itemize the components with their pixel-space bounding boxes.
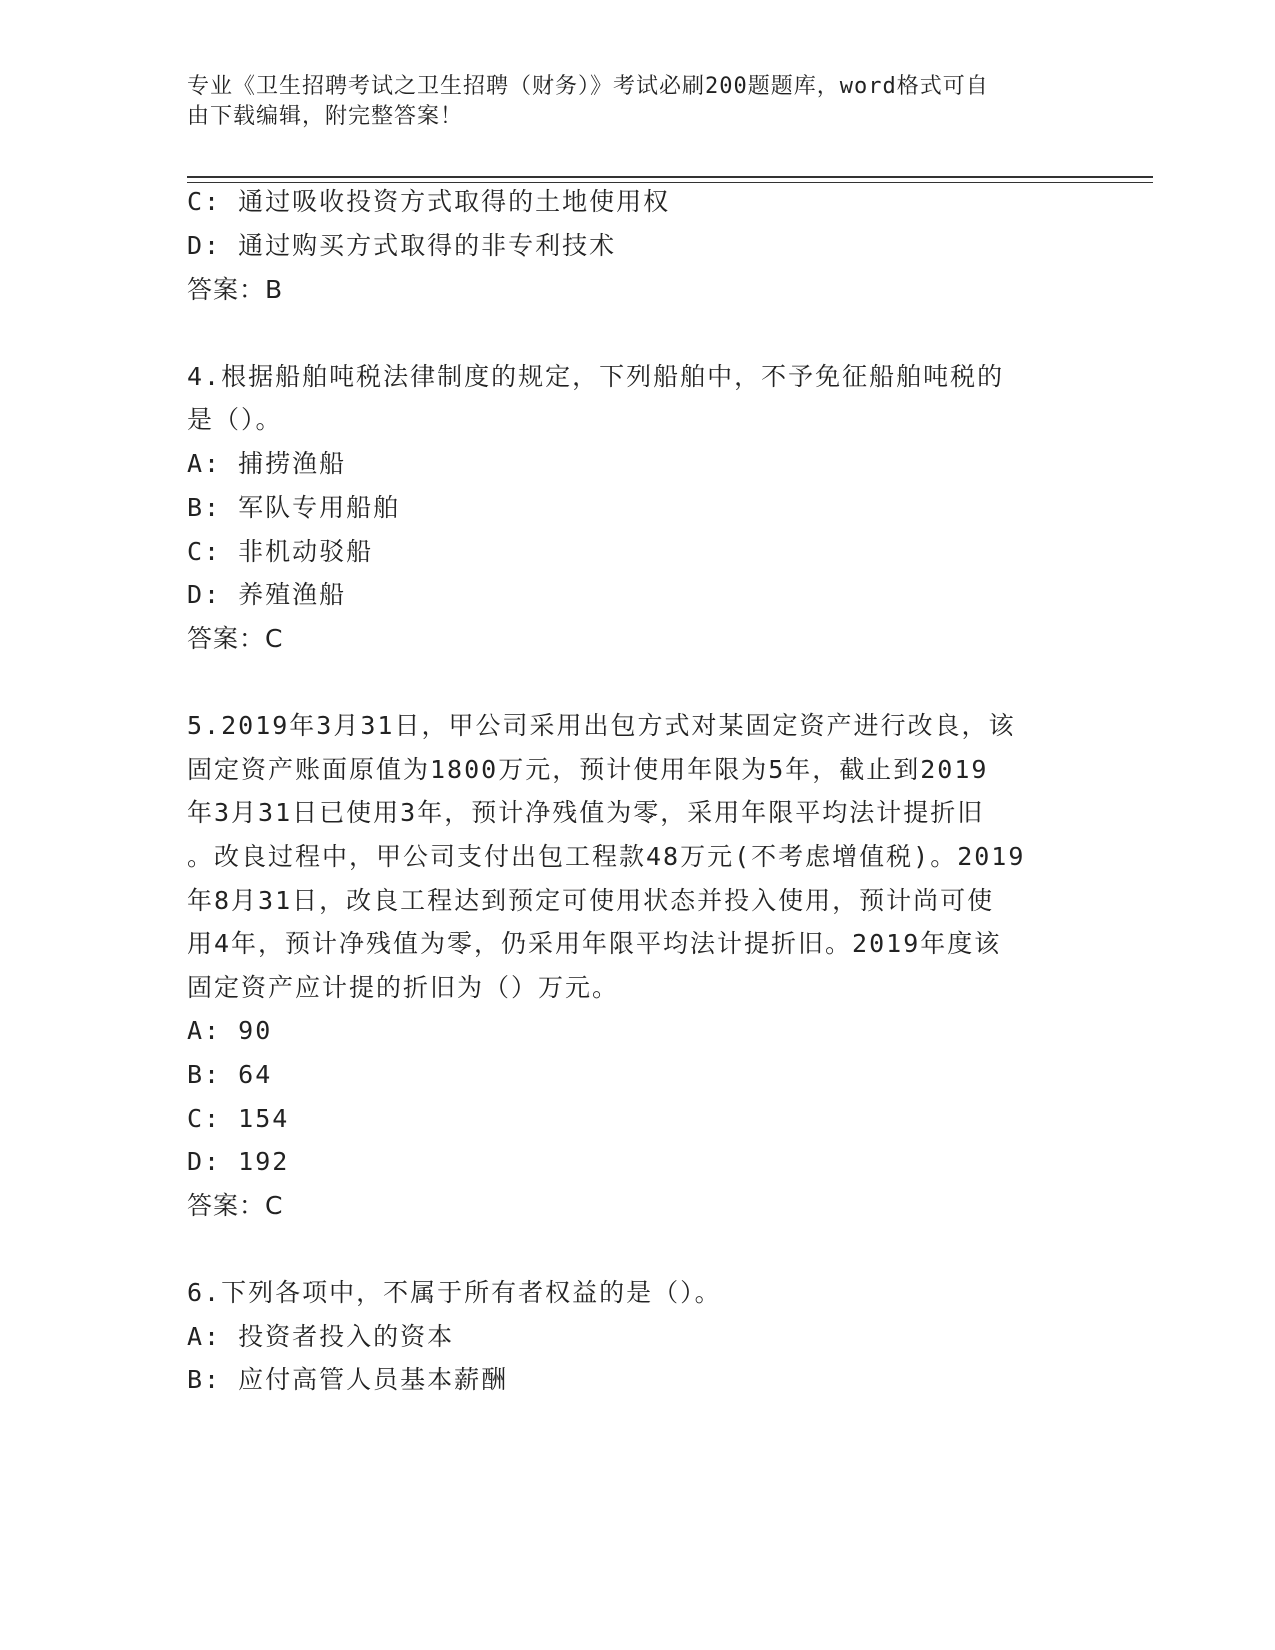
q5-option-d: D: 192: [187, 1147, 290, 1176]
q5-option-c: C: 154: [187, 1104, 290, 1133]
q4-option-a: A: 捕捞渔船: [187, 449, 347, 478]
q4-option-c: C: 非机动驳船: [187, 537, 374, 566]
q6-option-a: A: 投资者投入的资本: [187, 1322, 455, 1351]
q5-option-a: A: 90: [187, 1016, 273, 1045]
q4-answer: 答案：C: [187, 624, 284, 653]
q5-stem-line-5: 年8月31日，改良工程达到预定可使用状态并投入使用，预计尚可使: [187, 886, 995, 915]
q6-option-b: B: 应付高管人员基本薪酬: [187, 1365, 509, 1394]
q5-stem-line-3: 年3月31日已使用3年，预计净残值为零，采用年限平均法计提折旧: [187, 798, 985, 827]
header-line-1: 专业《卫生招聘考试之卫生招聘（财务）》考试必刷200题题库，word格式可自: [187, 74, 989, 99]
header-divider-thin: [187, 182, 1153, 183]
q5-option-b: B: 64: [187, 1060, 273, 1089]
q4-option-d: D: 养殖渔船: [187, 580, 347, 609]
header-line-2: 由下载编辑，附完整答案！: [187, 104, 464, 129]
q5-stem-line-1: 5.2019年3月31日，甲公司采用出包方式对某固定资产进行改良，该: [187, 711, 1016, 740]
header-divider-thick: [187, 176, 1153, 178]
q3-option-d: D: 通过购买方式取得的非专利技术: [187, 231, 617, 260]
q3-option-c: C: 通过吸收投资方式取得的土地使用权: [187, 187, 671, 216]
q5-stem-line-4: 。改良过程中，甲公司支付出包工程款48万元(不考虑增值税)。2019: [187, 842, 1026, 871]
q3-answer: 答案：B: [187, 275, 284, 304]
document-header: [187, 72, 1067, 132]
q4-option-b: B: 军队专用船舶: [187, 493, 401, 522]
q5-answer: 答案：C: [187, 1191, 284, 1220]
q5-stem-line-6: 用4年，预计净残值为零，仍采用年限平均法计提折旧。2019年度该: [187, 929, 1002, 958]
q5-stem-line-2: 固定资产账面原值为1800万元，预计使用年限为5年，截止到2019: [187, 755, 989, 784]
q5-stem-line-7: 固定资产应计提的折旧为（）万元。: [187, 973, 620, 1002]
q4-stem-line-1: 4.根据船舶吨税法律制度的规定，下列船舶中，不予免征船舶吨税的: [187, 362, 1005, 391]
q6-stem: 6.下列各项中，不属于所有者权益的是（）。: [187, 1278, 722, 1307]
q4-stem-line-2: 是（）。: [187, 405, 283, 434]
